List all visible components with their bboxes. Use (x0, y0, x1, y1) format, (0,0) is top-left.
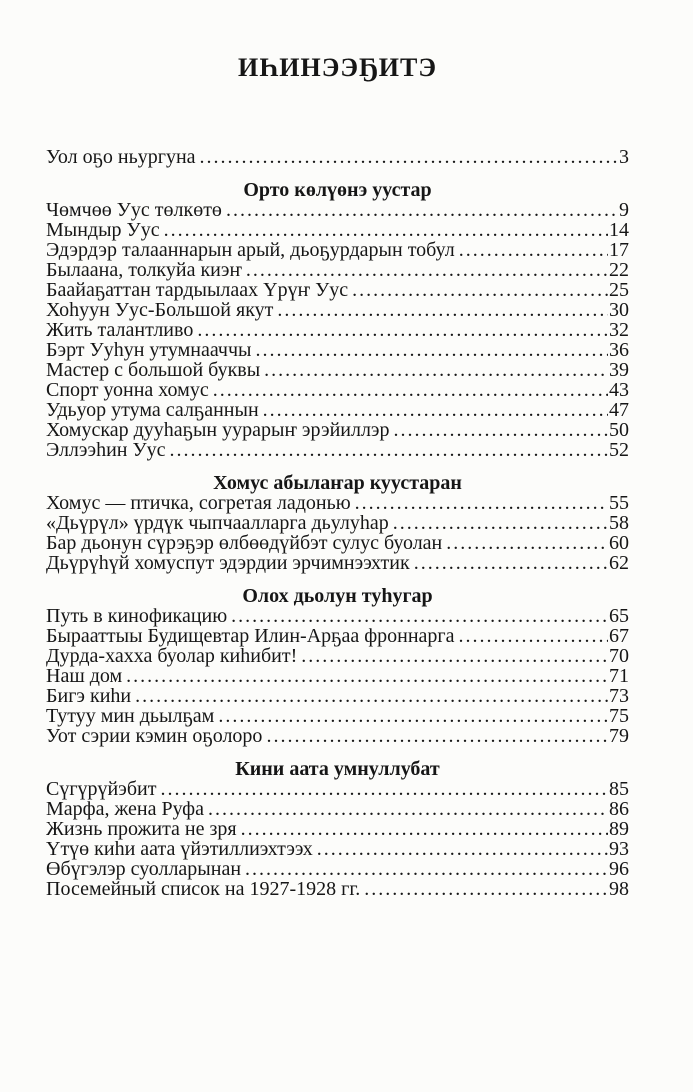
entry-page-number: 73 (609, 685, 629, 707)
toc-entry (46, 240, 629, 260)
dot-leader (355, 493, 608, 513)
toc-entry (46, 819, 629, 839)
dot-leader (208, 799, 608, 819)
dot-leader (414, 553, 608, 573)
entry-title: Тутуу мин дьылҕам (46, 705, 215, 727)
entry-title: Бырааттыы Будищевтар Илин-Арҕаа фроннарга (46, 625, 455, 647)
dot-leader (160, 779, 608, 799)
entry-title: Хоһуун Уус-Большой якут (46, 299, 274, 321)
entry-title: Жить талантливо (46, 319, 194, 341)
toc-entry (46, 553, 629, 573)
entry-page-number: 55 (609, 492, 629, 514)
entry-page-number: 71 (609, 665, 629, 687)
entry-page-number: 25 (609, 279, 629, 301)
toc-entry (46, 839, 629, 859)
toc-entry (46, 360, 629, 380)
toc-entry (46, 400, 629, 420)
dot-leader (393, 513, 608, 533)
entry-page-number: 75 (609, 705, 629, 727)
entry-page-number: 85 (609, 778, 629, 800)
entry-title: Мастер с большой буквы (46, 359, 261, 381)
dot-leader (263, 400, 608, 420)
dot-leader (245, 859, 608, 879)
toc-entry (46, 533, 629, 553)
entry-page-number: 70 (609, 645, 629, 667)
section-heading: Орто көлүөнэ уустар (243, 179, 432, 201)
contents-title: ИҺИНЭЭҔИТЭ (238, 53, 437, 82)
entry-title: Мындыр Уус (46, 219, 160, 241)
entry-page-number: 47 (609, 399, 629, 421)
entry-page-number: 96 (609, 858, 629, 880)
toc-entry (46, 726, 629, 746)
entry-title: Былаана, толкуйа киэҥ (46, 259, 242, 281)
entry-title: Спорт уонна хомус (46, 379, 209, 401)
section-heading: Олох дьолун туһугар (242, 585, 433, 607)
entry-page-number: 32 (609, 319, 629, 341)
entry-page-number: 98 (609, 878, 629, 900)
dot-leader (264, 360, 608, 380)
entry-title: Удьуор утума салҕаннын (46, 399, 259, 421)
entry-page-number: 93 (609, 838, 629, 860)
entry-page-number: 79 (609, 725, 629, 747)
entry-title: Эдэрдэр талааннарын арый, дьоҕурдарын тобул (46, 239, 455, 261)
toc-entry (46, 380, 629, 400)
dot-leader (266, 726, 608, 746)
toc-entry (46, 859, 629, 879)
dot-leader (170, 440, 608, 460)
dot-leader (394, 420, 608, 440)
section-entries (46, 493, 629, 573)
entry-title: Чөмчөө Уус төлкөтө (46, 199, 222, 221)
toc-entry (46, 493, 629, 513)
toc-entry (46, 646, 629, 666)
entry-page-number: 22 (609, 259, 629, 281)
toc-entry (46, 513, 629, 533)
entry-page-number: 60 (609, 532, 629, 554)
dot-leader (246, 260, 608, 280)
dot-leader (226, 200, 618, 220)
dot-leader (135, 686, 608, 706)
entry-title: Бэрт Ууһун утумнааччы (46, 339, 252, 361)
dot-leader (197, 320, 608, 340)
dot-leader (213, 380, 608, 400)
toc-entry (46, 420, 629, 440)
dot-leader (256, 340, 609, 360)
entry-page-number: 65 (609, 605, 629, 627)
dot-leader (317, 839, 608, 859)
toc-entry (46, 280, 629, 300)
toc-entry (46, 300, 629, 320)
entry-title: Уол оҕо ньургуна (46, 146, 196, 168)
toc-entry (46, 626, 629, 646)
entry-title: Дьүрүһүй хомуспут эдэрдии эрчимнээхтик (46, 552, 410, 574)
toc-entry (46, 440, 629, 460)
entry-page-number: 89 (609, 818, 629, 840)
entry-page-number: 3 (619, 146, 629, 168)
section-heading: Хомус абылаҥар куустаран (213, 472, 462, 494)
dot-leader (231, 606, 608, 626)
toc-entry (46, 879, 629, 899)
entry-page-number: 86 (609, 798, 629, 820)
toc-entry (46, 706, 629, 726)
toc-section (46, 473, 629, 573)
entry-title: Хомус — птичка, согретая ладонью (46, 492, 351, 514)
dot-leader (446, 533, 608, 553)
dot-leader (200, 147, 618, 167)
entry-page-number: 17 (609, 239, 629, 261)
toc-entry (46, 779, 629, 799)
entry-page-number: 36 (609, 339, 629, 361)
dot-leader (301, 646, 608, 666)
entry-title: Жизнь прожита не зря (46, 818, 237, 840)
toc-section (46, 586, 629, 746)
dot-leader (459, 240, 608, 260)
entry-page-number: 9 (619, 199, 629, 221)
toc-entry (46, 606, 629, 626)
dot-leader (126, 666, 608, 686)
entry-page-number: 14 (609, 219, 629, 241)
entry-title: Баайаҕаттан тардыылаах Үрүҥ Уус (46, 279, 349, 301)
entry-title: Посемейный список на 1927-1928 гг. (46, 878, 361, 900)
entry-page-number: 39 (609, 359, 629, 381)
dot-leader (164, 220, 608, 240)
entry-page-number: 58 (609, 512, 629, 534)
section-heading: Кини аата умнуллубат (235, 758, 440, 780)
entry-title: Путь в кинофикацию (46, 605, 228, 627)
toc-entry (46, 147, 629, 167)
toc-entry (46, 340, 629, 360)
entry-title: «Дьүрүл» үрдүк чыпчаалларга дьулуһар (46, 512, 389, 534)
toc-entry (46, 666, 629, 686)
entry-title: Эллээһин Уус (46, 439, 166, 461)
section-entries (46, 200, 629, 460)
entry-title: Бар дьонун сүрэҕэр өлбөөдүйбэт сулус буолан (46, 532, 443, 554)
dot-leader (218, 706, 608, 726)
entry-page-number: 67 (609, 625, 629, 647)
toc-entry (46, 320, 629, 340)
toc-section (46, 759, 629, 899)
section-entries (46, 606, 629, 746)
entry-title: Дурда-хахха буолар киһибит! (46, 645, 298, 667)
dot-leader (459, 626, 608, 646)
section-entries (46, 779, 629, 899)
toc-entry (46, 220, 629, 240)
entry-title: Хомускар дууһаҕын уурарыҥ эрэйиллэр (46, 419, 390, 441)
toc-section (46, 180, 629, 460)
section-entries (46, 147, 629, 167)
entry-title: Сүгүрүйэбит (46, 778, 157, 800)
entry-page-number: 62 (609, 552, 629, 574)
toc-entry (46, 200, 629, 220)
dot-leader (241, 819, 608, 839)
entry-page-number: 30 (609, 299, 629, 321)
toc-entry (46, 799, 629, 819)
entry-title: Марфа, жена Руфа (46, 798, 204, 820)
table-of-contents (46, 147, 629, 899)
dot-leader (277, 300, 608, 320)
entry-title: Өбүгэлэр суолларынан (46, 858, 242, 880)
dot-leader (352, 280, 608, 300)
toc-section (46, 147, 629, 167)
toc-entry (46, 686, 629, 706)
dot-leader (364, 879, 608, 899)
entry-title: Үтүө киһи аата үйэтиллиэхтээх (46, 838, 313, 860)
toc-entry (46, 260, 629, 280)
entry-title: Наш дом (46, 665, 123, 687)
entry-page-number: 43 (609, 379, 629, 401)
entry-page-number: 50 (609, 419, 629, 441)
entry-title: Бигэ киһи (46, 685, 132, 707)
entry-page-number: 52 (609, 439, 629, 461)
entry-title: Уот сэрии кэмин оҕолоро (46, 725, 263, 747)
